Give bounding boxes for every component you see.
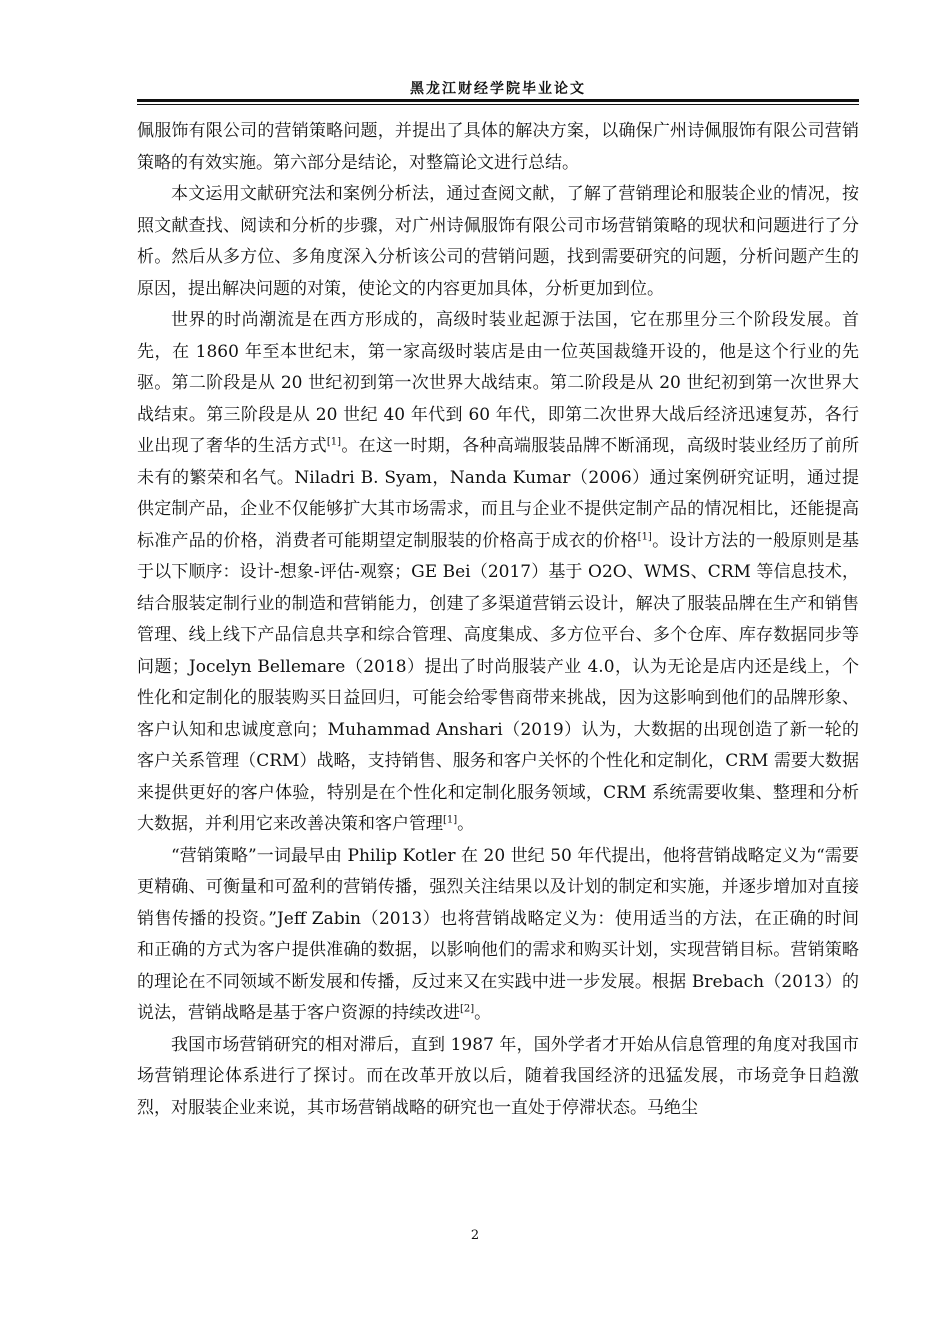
paragraph-1 xyxy=(137,116,859,179)
paragraph-text: 佩服饰有限公司的营销策略问题，并提出了具体的解决方案，以确保广州诗佩服饰有限公司营销策略的有效实施。第六部分是结论，对整篇论文进行总结。 xyxy=(137,121,859,173)
paragraph-text: “营销策略”一词最早由 Philip Kotler 在 20 世纪 50 年代提出，他将营销战略定义为“需要更精确、可衡量和可盈利的营销传播，强烈关注结果以及计划的制定和实施，并逐步增加对直接销售传播的投资。”Jeff Zabin（2013）也将营销战略定义为：使用适当的方法，在正确的时间和正确的方式为客户提供准确的数据，以影响他们的需求和购买计划，实现营销目标。营销策略的理论在不同领域不断发展和传播，反过来又在实践中进一步发展。根据 Brebach（2013）的说法，营销战略是基于客户资源的持续改进 xyxy=(137,845,859,1023)
citation-marker: [1] xyxy=(637,530,652,542)
paragraph-4 xyxy=(137,841,859,1030)
body-text xyxy=(137,116,859,1124)
paragraph-text: 。 xyxy=(474,1003,492,1023)
paragraph-3 xyxy=(137,305,859,841)
header-rule-thick xyxy=(137,99,859,102)
paragraph-text: 。 xyxy=(457,814,475,834)
paragraph-5 xyxy=(137,1030,859,1125)
paragraph-text: 。在这一时期，各种高端服装品牌不断涌现，高级时装业经历了前所未有的繁荣和名气。Niladri B. Syam，Nanda Kumar（2006）通过案例研究证明，通过提供定制产品，企业不仅能够扩大其市场需求，而且与企业不提供定制产品的情况相比，还能提高标准产品的价格，消费者可能期望定制服装的价格高于成衣的价格 xyxy=(137,436,859,551)
header-rule-thin xyxy=(137,104,859,105)
paragraph-text: 世界的时尚潮流是在西方形成的，高级时装业起源于法国，它在那里分三个阶段发展。首先，在 1860 年至本世纪末，第一家高级时装店是由一位英国裁缝开设的，他是这个行业的先驱。第二阶段是从 20 世纪初到第一次世界大战结束。第二阶段是从 20 世纪初到第一次世界大战结束。第三阶段是从 20 世纪 40 年代到 60 年代，即第二次世界大战后经济迅速复苏，各行业出现了奢华的生活方式 xyxy=(137,310,859,456)
page-number: 2 xyxy=(470,1228,480,1243)
paragraph-text: 我国市场营销研究的相对滞后，直到 1987 年，国外学者才开始从信息管理的角度对我国市场营销理论体系进行了探讨。而在改革开放以后，随着我国经济的迅猛发展，市场竞争日趋激烈，对服装企业来说，其市场营销战略的研究也一直处于停滞状态。马绝尘 xyxy=(137,1034,859,1118)
page-header-title: 黑龙江财经学院毕业论文 xyxy=(410,81,586,97)
paragraph-text: 本文运用文献研究法和案例分析法，通过查阅文献，了解了营销理论和服装企业的情况，按照文献查找、阅读和分析的步骤，对广州诗佩服饰有限公司市场营销策略的现状和问题进行了分析。然后从多方位、多角度深入分析该公司的营销问题，找到需要研究的问题，分析问题产生的原因，提出解决问题的对策，使论文的内容更加具体，分析更加到位。 xyxy=(137,184,859,299)
paragraph-text: 。设计方法的一般原则是基于以下顺序：设计-想象-评估-观察；GE Bei（2017）基于 O2O、WMS、CRM 等信息技术，结合服装定制行业的制造和营销能力，创建了多渠道营销云设计，解决了服装品牌在生产和销售管理、线上线下产品信息共享和综合管理、高度集成、多方位平台、多个仓库、库存数据同步等问题；Jocelyn Bellemare（2018）提出了时尚服装产业 4.0，认为无论是店内还是线上，个性化和定制化的服装购买日益回归，可能会给零售商带来挑战，因为这影响到他们的品牌形象、客户认知和忠诚度意向；Muhammad Anshari（2019）认为，大数据的出现创造了新一轮的客户关系管理（CRM）战略，支持销售、服务和客户关怀的个性化和定制化，CRM 需要大数据来提供更好的客户体验，特别是在个性化和定制化服务领域，CRM 系统需要收集、整理和分析大数据，并利用它来改善决策和客户管理 xyxy=(137,530,860,834)
paragraph-2 xyxy=(137,179,859,305)
citation-marker: [1] xyxy=(443,814,458,826)
citation-marker: [2] xyxy=(460,1003,475,1015)
citation-marker: [1] xyxy=(326,436,342,448)
